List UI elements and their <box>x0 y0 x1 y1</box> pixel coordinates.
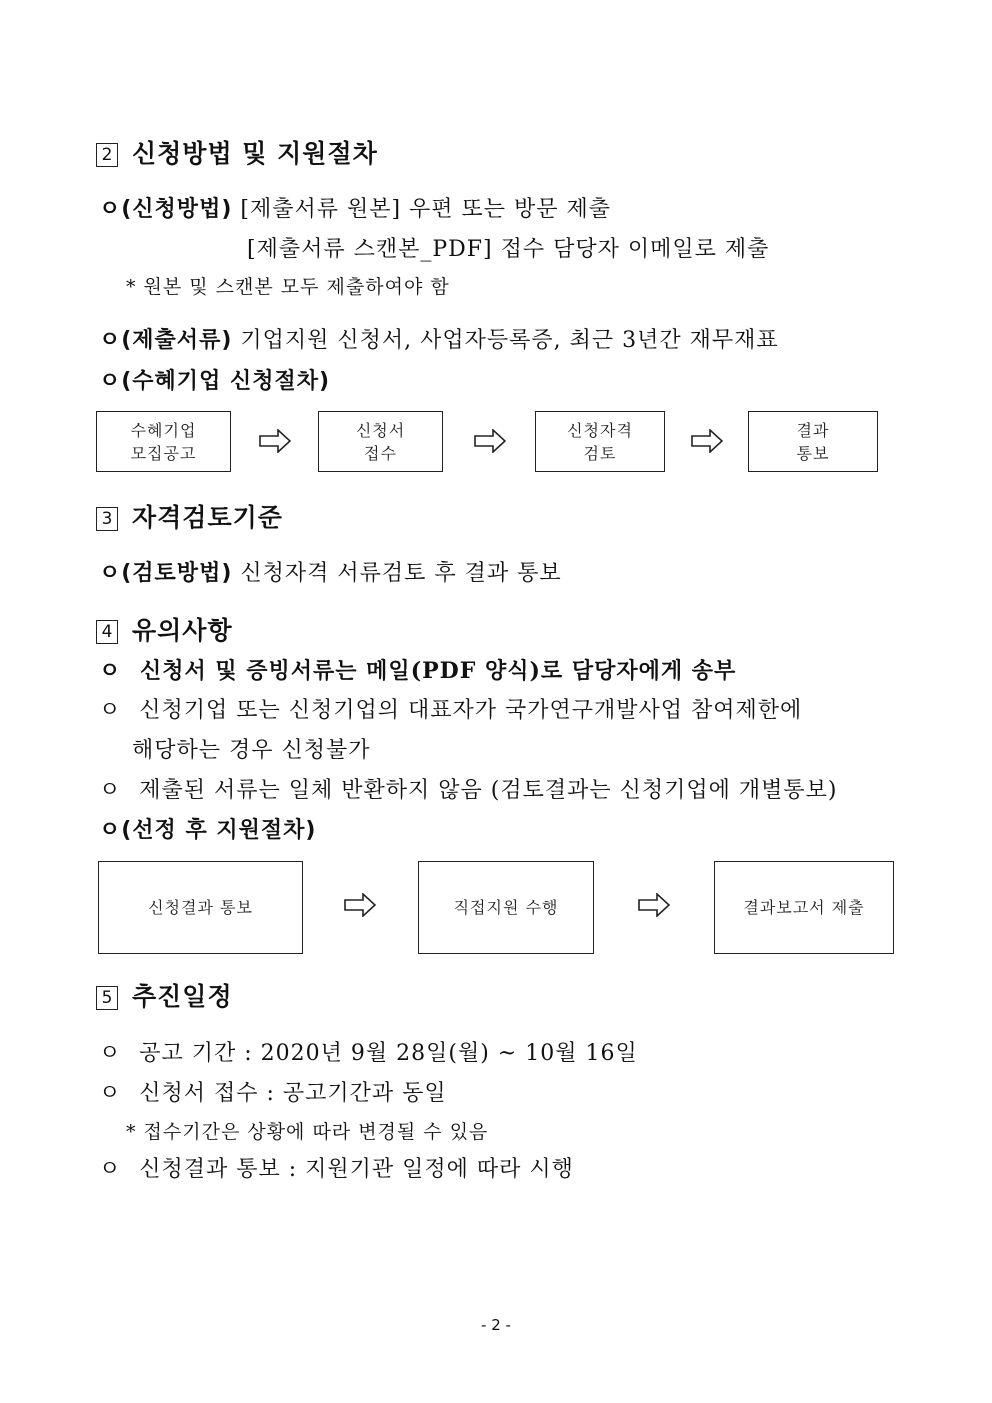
flow1-step-2-line-2: 접수 <box>364 443 397 463</box>
method-note: * 원본 및 스캔본 모두 제출하여야 함 <box>126 276 450 298</box>
flow2-step-3-label: 결과보고서 제출 <box>743 898 865 917</box>
notice-item-1 <box>99 656 736 686</box>
flow1-step-3-line-1: 신청자격 <box>567 420 633 440</box>
post-selection-label: ㅇ(선정 후 지원절차) <box>99 818 317 843</box>
flow1-step-2-line-1: 신청서 <box>355 420 406 440</box>
notice-bullet: ㅇ <box>99 778 122 803</box>
flow2-step-2-label: 직접지원 수행 <box>453 898 559 917</box>
section-3-number: 3 <box>96 507 118 531</box>
section-5-title: 추진일정 <box>132 982 233 1011</box>
section-4-number: 4 <box>96 620 118 644</box>
notice-item-3 <box>99 776 837 806</box>
flow1-step-1 <box>96 411 231 472</box>
arrow-right-icon <box>691 429 723 453</box>
flow2-step-3 <box>714 861 894 954</box>
flow1-step-4 <box>748 411 878 472</box>
schedule-item-3 <box>99 1155 574 1185</box>
review-text: 신청자격 서류검토 후 결과 통보 <box>240 561 562 586</box>
notice-item-3-text: 제출된 서류는 일체 반환하지 않음 (검토결과는 신청기업에 개별통보) <box>139 778 838 803</box>
notice-item-2-continuation: 해당하는 경우 신청불가 <box>132 738 371 763</box>
schedule-bullet: ㅇ <box>99 1041 122 1066</box>
flow1-step-1-line-1: 수혜기업 <box>130 420 197 440</box>
flow1-step-4-line-2: 통보 <box>796 443 830 463</box>
section-5-number: 5 <box>96 986 118 1010</box>
flow1-step-1-line-2: 모집공고 <box>130 443 197 463</box>
arrow-right-icon <box>474 429 506 453</box>
flow1-step-4-line-1: 결과 <box>796 420 830 440</box>
notice-item-2-text: 신청기업 또는 신청기업의 대표자가 국가연구개발사업 참여제한에 <box>139 698 803 723</box>
schedule-item-1 <box>99 1039 638 1069</box>
notice-bullet: ㅇ <box>99 658 122 684</box>
schedule-item-2-text: 신청서 접수 : 공고기간과 동일 <box>139 1081 447 1106</box>
schedule-note: * 접수기간은 상황에 따라 변경될 수 있음 <box>126 1121 489 1143</box>
schedule-item-1-text: 공고 기간 : 2020년 9월 28일(월) ~ 10월 16일 <box>139 1041 638 1066</box>
arrow-right-icon <box>638 893 670 917</box>
docs-label: ㅇ(제출서류) <box>99 328 233 353</box>
flow1-step-3-line-2: 검토 <box>583 443 617 463</box>
page-number: - 2 - <box>481 1316 511 1334</box>
notice-bullet: ㅇ <box>99 698 122 723</box>
review-row <box>99 559 562 589</box>
section-2-title: 신청방법 및 지원절차 <box>132 139 378 168</box>
schedule-item-3-text: 신청결과 통보 : 지원기관 일정에 따라 시행 <box>139 1157 574 1182</box>
section-2-number: 2 <box>96 143 118 167</box>
flow2-step-2 <box>418 861 594 954</box>
method-row-1 <box>99 195 611 225</box>
docs-text: 기업지원 신청서, 사업자등록증, 최근 3년간 재무재표 <box>240 328 779 353</box>
method-label: ㅇ(신청방법) <box>99 197 233 222</box>
section-4-title: 유의사항 <box>132 616 233 645</box>
flow2-step-1 <box>98 861 303 954</box>
review-label: ㅇ(검토방법) <box>99 561 233 586</box>
schedule-bullet: ㅇ <box>99 1081 122 1106</box>
flow1-step-2 <box>318 411 443 472</box>
procedure-label: ㅇ(수혜기업 신청절차) <box>99 369 331 394</box>
arrow-right-icon <box>344 893 376 917</box>
schedule-bullet: ㅇ <box>99 1157 122 1182</box>
flow1-step-3 <box>535 411 665 472</box>
method-line-1: [제출서류 원본] 우편 또는 방문 제출 <box>240 197 612 222</box>
docs-row <box>99 326 779 356</box>
notice-item-1-text: 신청서 및 증빙서류는 메일(PDF 양식)로 담당자에게 송부 <box>139 658 737 684</box>
notice-item-2 <box>99 696 802 726</box>
section-3-title: 자격검토기준 <box>132 503 283 532</box>
arrow-right-icon <box>259 429 291 453</box>
schedule-item-2 <box>99 1079 447 1109</box>
method-line-2: [제출서류 스캔본_PDF] 접수 담당자 이메일로 제출 <box>247 237 770 262</box>
flow2-step-1-label: 신청결과 통보 <box>148 898 253 917</box>
